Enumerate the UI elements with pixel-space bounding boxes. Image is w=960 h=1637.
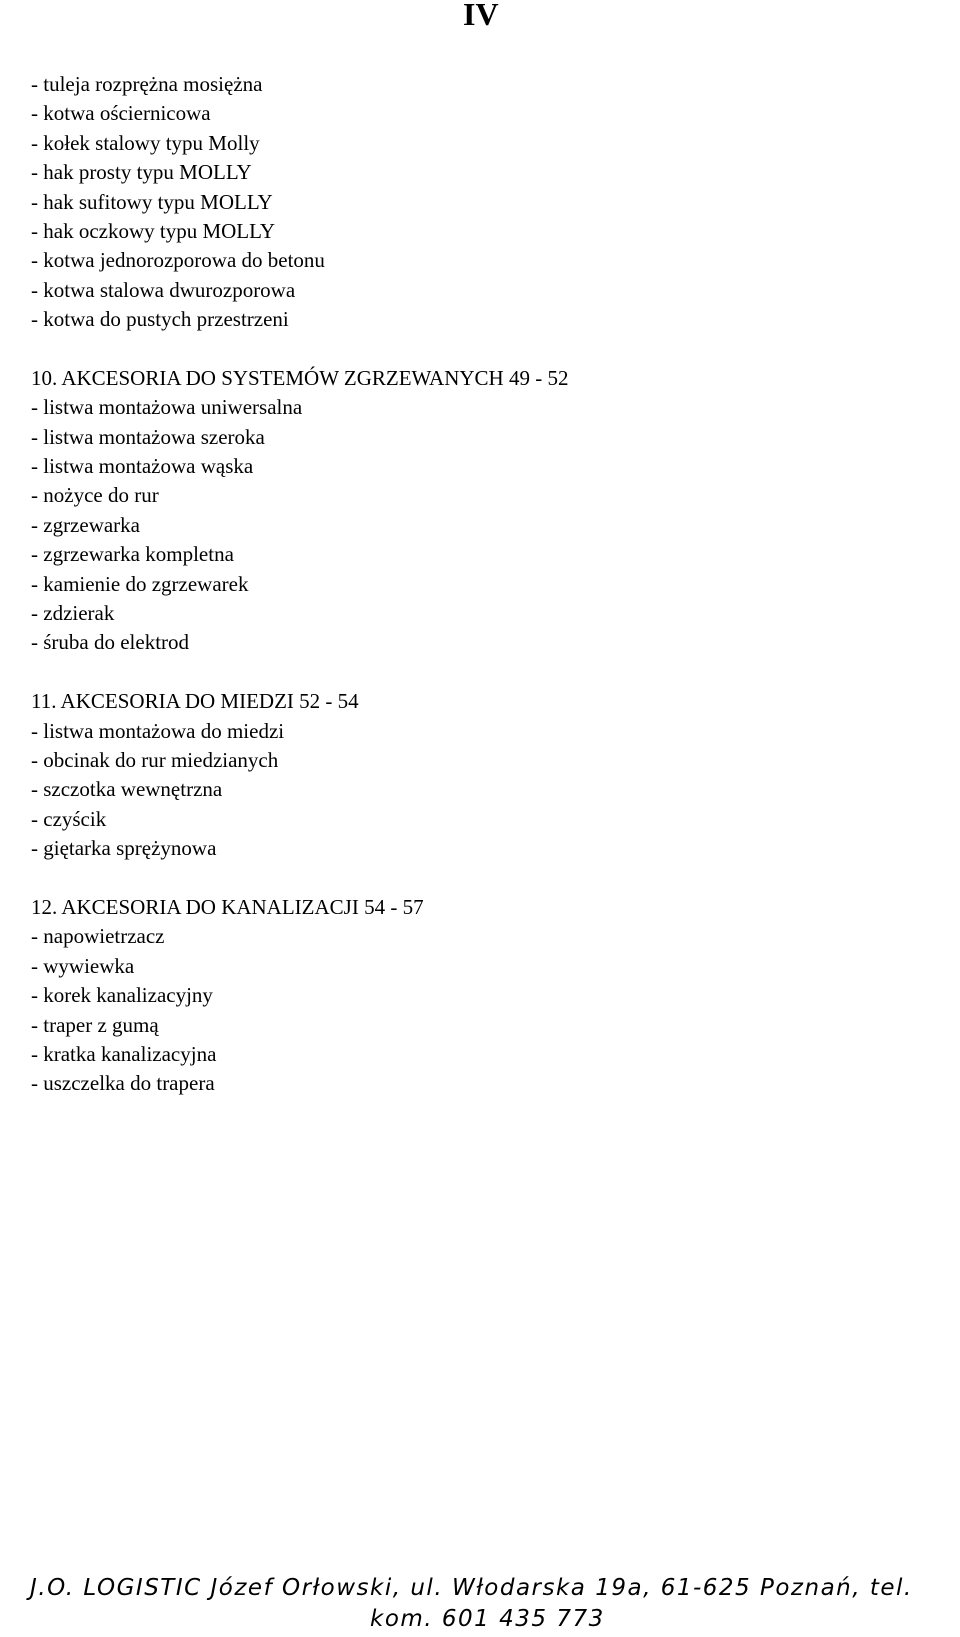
page-number: IV (463, 0, 499, 32)
section-welded-systems (31, 364, 931, 658)
list-item: - traper z gumą (31, 1012, 159, 1037)
list-item: - hak prosty typu MOLLY (31, 160, 252, 185)
list-item: - kotwa ościernicowa (31, 101, 211, 126)
section-spacer (31, 335, 931, 364)
list-item: - kotwa jednorozporowa do betonu (31, 248, 325, 273)
list-item: - kratka kanalizacyjna (31, 1041, 217, 1066)
list-item: - zgrzewarka (31, 512, 140, 537)
list-item: - obcinak do rur miedzianych (31, 747, 279, 772)
section-heading: 12. AKCESORIA DO KANALIZACJI 54 - 57 (31, 894, 424, 919)
list-item: - zdzierak (31, 601, 115, 626)
list-item: - hak sufitowy typu MOLLY (31, 189, 273, 214)
list-item: - napowietrzacz (31, 924, 165, 949)
footer-phone: kom. 601 435 773 (370, 1606, 605, 1632)
section-spacer (31, 864, 931, 893)
list-item: - listwa montażowa uniwersalna (31, 395, 303, 420)
list-item: - czyścik (31, 806, 107, 831)
footer-address: J.O. LOGISTIC Józef Orłowski, ul. Włodarska 19a, 61-625 Poznań, tel. (30, 1575, 913, 1601)
list-item: - kotwa stalowa dwurozporowa (31, 277, 296, 302)
list-item: - listwa montażowa wąska (31, 454, 254, 479)
section-heading: 11. AKCESORIA DO MIEDZI 52 - 54 (31, 689, 359, 714)
section-spacer (31, 658, 931, 687)
section-heading: 10. AKCESORIA DO SYSTEMÓW ZGRZEWANYCH 49 - 52 (31, 365, 569, 390)
list-item: - uszczelka do trapera (31, 1071, 215, 1096)
document-body (31, 70, 931, 1099)
list-item: - giętarka sprężynowa (31, 836, 217, 861)
list-item: - nożyce do rur (31, 483, 159, 508)
list-item: - zgrzewarka kompletna (31, 542, 234, 567)
list-item: - kamienie do zgrzewarek (31, 571, 249, 596)
list-item: - kołek stalowy typu Molly (31, 130, 260, 155)
section-sewage (31, 893, 931, 1099)
list-item: - hak oczkowy typu MOLLY (31, 218, 276, 243)
list-item: - listwa montażowa do miedzi (31, 718, 285, 743)
list-item: - listwa montażowa szeroka (31, 424, 265, 449)
intro-list (31, 70, 931, 335)
section-copper (31, 687, 931, 863)
list-item: - korek kanalizacyjny (31, 983, 213, 1008)
list-item: - śruba do elektrod (31, 630, 190, 655)
list-item: - wywiewka (31, 953, 135, 978)
list-item: - szczotka wewnętrzna (31, 777, 223, 802)
list-item: - tuleja rozprężna mosiężna (31, 72, 263, 96)
list-item: - kotwa do pustych przestrzeni (31, 307, 289, 332)
